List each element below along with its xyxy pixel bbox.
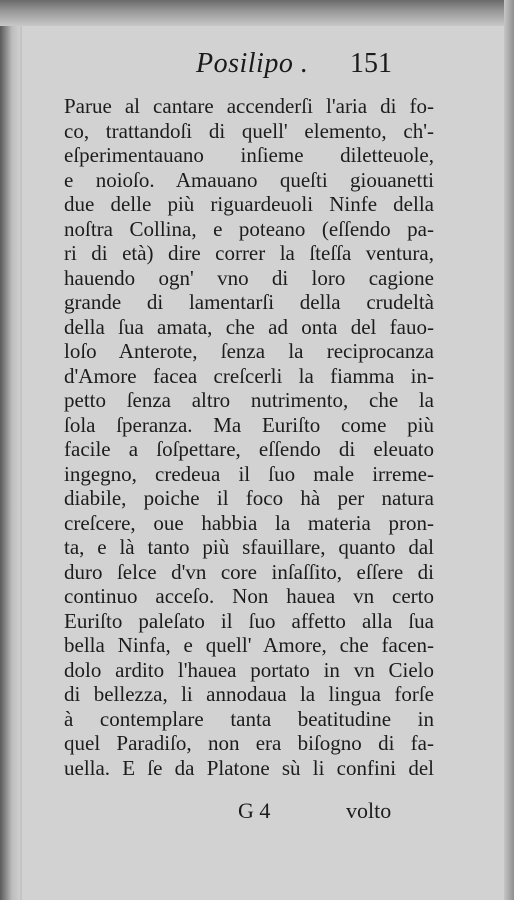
- text-line: ingegno, credeua il ſuo male irreme-: [64, 461, 434, 486]
- text-line: Euriſto paleſato il ſuo affetto alla ſua: [64, 608, 434, 633]
- text-line: Parue al cantare accenderſi l'aria di fo-: [64, 94, 434, 118]
- text-line: continuo acceſo. Non hauea vn certo: [64, 584, 434, 608]
- text-line: duro ſelce d'vn core inſaſſito, eſſere di: [64, 559, 434, 584]
- text-line: loſo Anterote, ſenza la reciprocanza: [64, 339, 434, 363]
- text-line: bella Ninfa, e quell' Amore, che facen-: [64, 633, 434, 657]
- text-line: co, trattandoſi di quell' elemento, ch'-: [64, 118, 434, 143]
- text-line: grande di lamentarſi della crudeltà: [64, 290, 434, 314]
- text-line: ri di età) dire correr la ſteſſa ventura,: [64, 241, 434, 265]
- text-line: hauendo ogn' vno di loro cagione: [64, 265, 434, 290]
- signature-mark: G 4: [238, 798, 271, 823]
- page-header: [0, 48, 514, 84]
- text-line: facile a ſoſpettare, eſſendo di eleuato: [64, 437, 434, 461]
- text-line: creſcere, oue habbia la materia pron-: [64, 510, 434, 535]
- text-line: ta, e là tanto più sfauillare, quanto dal: [64, 535, 434, 559]
- text-line: à contemplare tanta beatitudine in: [64, 706, 434, 731]
- text-line: ſola ſperanza. Ma Euriſto come più: [64, 412, 434, 437]
- running-head: Posilipo .: [196, 48, 309, 79]
- text-line: eſperimentauano inſieme diletteuole,: [64, 143, 434, 167]
- text-line: della ſua amata, che ad onta del fauo-: [64, 314, 434, 339]
- text-line: dolo ardito l'hauea portato in vn Cielo: [64, 657, 434, 682]
- page-number: 151: [350, 48, 392, 79]
- text-line: petto ſenza altro nutrimento, che la: [64, 388, 434, 412]
- page-footer: [0, 798, 514, 832]
- text-line: due delle più riguardeuoli Ninfe della: [64, 192, 434, 216]
- right-page-edge: [504, 0, 514, 900]
- catchword: volto: [346, 798, 392, 823]
- text-line: uella. E ſe da Platone sù li confini del: [64, 755, 434, 780]
- text-line: quel Paradiſo, non era biſogno di fa-: [64, 731, 434, 755]
- text-line: e noioſo. Amauano queſti giouanetti: [64, 167, 434, 192]
- text-line: di bellezza, li annodaua la lingua forſe: [64, 682, 434, 706]
- text-line: diabile, poiche il foco hà per natura: [64, 486, 434, 510]
- binding-shadow: [0, 0, 20, 900]
- body-text: [64, 94, 434, 780]
- top-page-edge: [0, 0, 514, 26]
- text-line: d'Amore facea creſcerli la fiamma in-: [64, 363, 434, 388]
- text-line: noſtra Collina, e poteano (eſſendo pa-: [64, 216, 434, 241]
